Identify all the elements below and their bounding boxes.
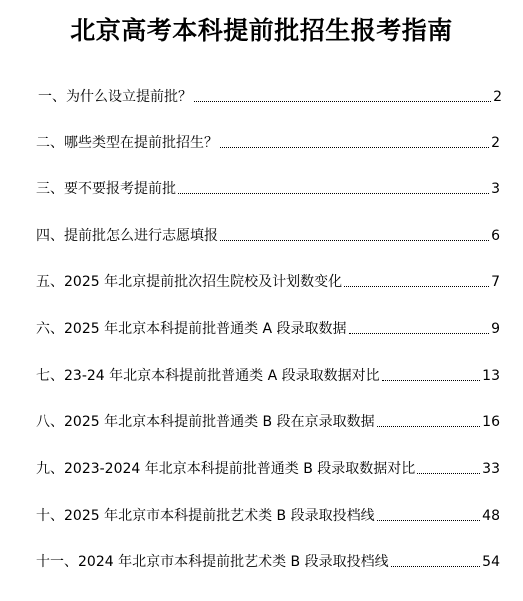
toc-page-number: 54 bbox=[482, 554, 500, 570]
toc-page-number: 2 bbox=[493, 89, 502, 105]
toc-page-number: 16 bbox=[482, 414, 500, 430]
toc-entry-10[interactable] bbox=[36, 506, 500, 526]
toc-entry-text: 七、23-24 年北京本科提前批普通类 A 段录取数据对比 bbox=[36, 368, 380, 384]
toc-entry-text: 九、2023-2024 年北京本科提前批普通类 B 段录取数据对比 bbox=[36, 461, 416, 477]
dot-leader bbox=[417, 473, 480, 474]
toc-page-number: 3 bbox=[491, 181, 500, 197]
dot-leader bbox=[382, 380, 481, 381]
toc-entry-text: 三、要不要报考提前批 bbox=[36, 181, 176, 197]
toc-page-number: 2 bbox=[491, 135, 500, 151]
dot-leader bbox=[194, 101, 491, 102]
toc-entry-6[interactable] bbox=[36, 319, 500, 339]
toc-entry-5[interactable] bbox=[36, 272, 500, 292]
toc-entry-text: 四、提前批怎么进行志愿填报 bbox=[36, 228, 218, 244]
document-title: 北京高考本科提前批招生报考指南 bbox=[70, 16, 453, 45]
toc-entry-text: 五、2025 年北京提前批次招生院校及计划数变化 bbox=[36, 274, 343, 290]
toc-entry-4[interactable] bbox=[36, 226, 500, 246]
toc-page-number: 7 bbox=[491, 274, 500, 290]
toc-entry-text: 六、2025 年北京本科提前批普通类 A 段录取数据 bbox=[36, 321, 347, 337]
toc-page-number: 9 bbox=[491, 321, 500, 337]
toc-entry-9[interactable] bbox=[36, 459, 500, 479]
toc-entry-text: 一、为什么设立提前批？ bbox=[38, 89, 192, 105]
toc-page-number: 6 bbox=[491, 228, 500, 244]
toc-page-number: 13 bbox=[482, 368, 500, 384]
toc-entry-8[interactable] bbox=[36, 412, 500, 432]
dot-leader bbox=[344, 286, 489, 287]
dot-leader bbox=[220, 147, 489, 148]
dot-leader bbox=[349, 333, 490, 334]
dot-leader bbox=[377, 426, 481, 427]
toc-entry-3[interactable] bbox=[36, 179, 500, 199]
toc-page-number: 33 bbox=[482, 461, 500, 477]
toc-entry-2[interactable] bbox=[36, 133, 500, 153]
toc-entry-text: 二、哪些类型在提前批招生？ bbox=[36, 135, 218, 151]
toc-entry-text: 十一、2024 年北京市本科提前批艺术类 B 段录取投档线 bbox=[36, 554, 389, 570]
toc-page-number: 48 bbox=[482, 508, 500, 524]
dot-leader bbox=[220, 240, 489, 241]
toc-entry-11[interactable] bbox=[36, 552, 500, 572]
toc-entry-1[interactable] bbox=[38, 87, 502, 107]
toc-entry-text: 十、2025 年北京市本科提前批艺术类 B 段录取投档线 bbox=[36, 508, 375, 524]
dot-leader bbox=[178, 193, 489, 194]
dot-leader bbox=[377, 520, 481, 521]
toc-entry-text: 八、2025 年北京本科提前批普通类 B 段在京录取数据 bbox=[36, 414, 375, 430]
toc-entry-7[interactable] bbox=[36, 366, 500, 386]
dot-leader bbox=[391, 566, 481, 567]
